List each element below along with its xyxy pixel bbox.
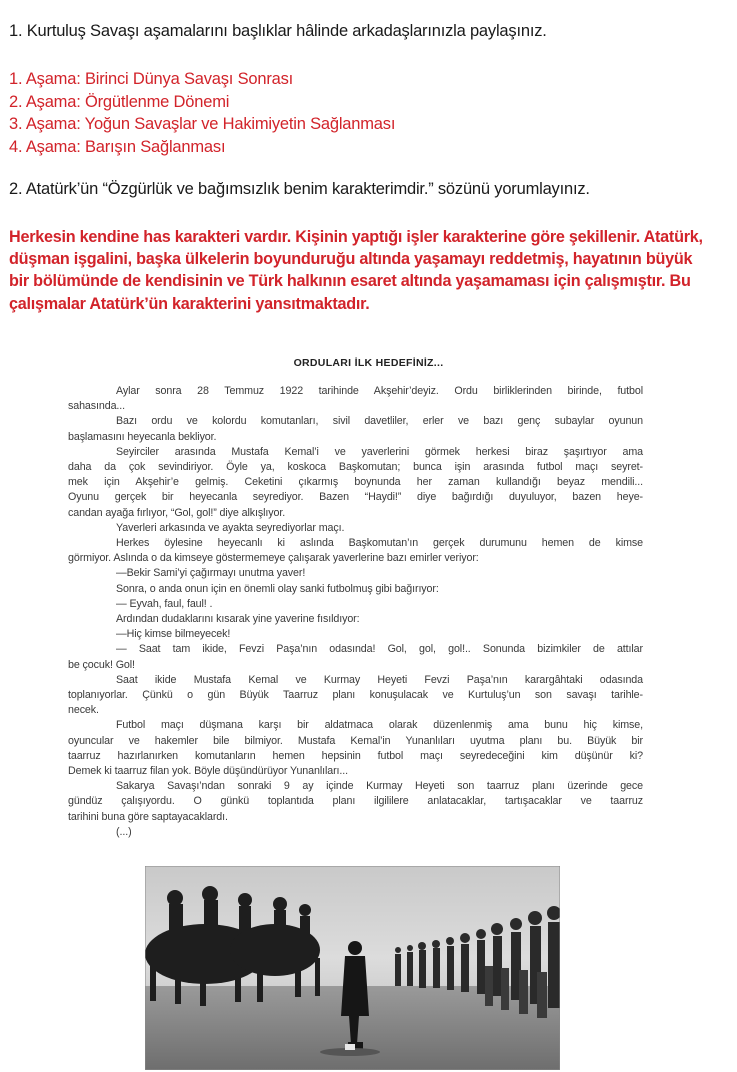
reading-line: be çocuk! Gol! — [68, 658, 135, 671]
reading-line: candan ayağa fırlıyor, “Gol, gol!” diye alkışlıyor. — [68, 506, 286, 519]
reading-line: — Saat tam ikide, Fevzi Paşa’nın odasında! Gol, gol, gol!.. Sonunda bizimkiler de attılar — [116, 643, 643, 656]
reading-line: oyuncular ve hakemler bile bilmiyor. Mustafa Kemal’in Yunanlıları uyutma planı bu. Büyük bir — [68, 734, 643, 747]
answer-2 — [9, 226, 731, 315]
reading-line: Demek ki taarruz filan yok. Böyle düşündürüyor Yunanlıları... — [68, 765, 349, 778]
reading-line: — Eyvah, faul, faul! . — [116, 597, 213, 610]
reading-line: başlamasını heyecanla bekliyor. — [68, 430, 217, 443]
reading-line: —Hiç kimse bilmeyecek! — [116, 628, 231, 641]
reading-line: (...) — [116, 825, 132, 838]
reading-line: Yaverleri arkasında ve ayakta seyrediyorlar maçı. — [116, 521, 345, 534]
reading-line: görmiyor. Aslında o da kimseye göstermemeye çalışarak yaverlerine bazı emirler veriyor: — [68, 552, 479, 565]
answer-line: bir bölümünde de kendisinin ve Türk halkının esaret altında yaşamaması için çalışmıştır. Bu — [9, 272, 691, 291]
reading-line: —Bekir Sami’yi çağırmayı unutma yaver! — [116, 567, 306, 580]
answer-line: düşman işgalini, başka ülkelerin boyunduruğu altında yaşamayı reddetmiş, hayatının büyük — [9, 250, 693, 269]
reading-line: Ardından dudaklarını kısarak yine yaverine fısıldıyor: — [116, 613, 360, 626]
stage-item: 1. Aşama: Birinci Dünya Savaşı Sonrası — [9, 70, 294, 88]
stages-list — [9, 68, 395, 158]
reading-line: necek. — [68, 704, 99, 717]
reading-line: Oyunu gerçek bir heyecanla seyrediyor. Bazen “Haydi!” diye bağırdığı duyuluyor, bazen heye- — [68, 491, 643, 504]
reading-line: Sakarya Savaşı’ndan sonraki 9 ay içinde Kurmay Heyeti son taarruz planı üzerinde gece — [116, 780, 643, 793]
answer-line: Herkesin kendine has karakteri vardır. Kişinin yaptığı işler karakterine göre şekillenir. Atatürk, — [9, 228, 703, 246]
reading-title: ORDULARI İLK HEDEFİNİZ... — [293, 357, 444, 369]
question-1: 1. Kurtuluş Savaşı aşamalarını başlıklar hâlinde arkadaşlarınızla paylaşınız. — [9, 22, 547, 40]
reading-text — [68, 384, 643, 840]
reading-line: Herkes öylesine heyecanlı ki aslında Başkomutan’ın gerçek durumunu hemen de kimse — [116, 537, 643, 550]
reading-line: Aylar sonra 28 Temmuz 1922 tarihinde Akşehir’deyiz. Ordu birliklerinden birinde, futbol — [116, 385, 643, 397]
stage-item: 2. Aşama: Örgütlenme Dönemi — [9, 92, 230, 111]
historical-photo — [145, 866, 560, 1070]
reading-line: mek için Akşehir’e gelmiş. Ceketini çıkarmış boynunda her zaman kullandığı beyaz mendili... — [68, 476, 643, 489]
reading-line: Saat ikide Mustafa Kemal ve Kurmay Heyeti Fevzi Paşa’nın karargâhtaki odasında — [116, 673, 643, 686]
reading-line: toplanıyorlar. Çünkü o gün Büyük Taarruz planı konuşulacak ve Kurtuluş’un son savaşı tarihle- — [68, 689, 643, 702]
reading-line: sahasında... — [68, 400, 126, 413]
stage-item: 3. Aşama: Yoğun Savaşlar ve Hakimiyetin Sağlanması — [9, 115, 396, 133]
question-2: 2. Atatürk’ün “Özgürlük ve bağımsızlık benim karakterimdir.” sözünü yorumlayınız. — [9, 180, 590, 198]
reading-line: taarruz hazırlanırken komutanların hemen hepsinin futbol maçı seyredeceğini kim düşünür ki? — [68, 749, 643, 762]
reading-line: Sonra, o anda onun için en önemli olay sanki futbolmuş gibi bağırıyor: — [116, 582, 439, 595]
reading-line: Bazı ordu ve kolordu komutanları, sivil davetliler, erler ve bazı genç subaylar oyunun — [116, 415, 643, 428]
reading-line: Futbol maçı düşmana karşı bir aldatmaca olarak düzenlenmiş ama bunu hiç kimse, — [116, 719, 643, 732]
stage-item: 4. Aşama: Barışın Sağlanması — [9, 137, 226, 156]
answer-line: çalışmalar Atatürk’ün karakterini yansıtmaktadır. — [9, 294, 370, 313]
reading-line: daha da çok sevindiriyor. Öyle ya, koskoca Başkomutan; bunca işin arasında futbol maçı seyret- — [68, 461, 643, 474]
reading-line: tarihini buna göre saptayacaklardı. — [68, 810, 228, 823]
reading-line: gündüz çalışıyordu. O günkü toplantıda planı ilgililere anlatacaklar, tartışacaklar ve taarruz — [68, 795, 643, 808]
reading-line: Seyirciler arasında Mustafa Kemal’i ve yaverlerini görmek herkesi biraz şaşırtıyor ama — [116, 445, 643, 458]
